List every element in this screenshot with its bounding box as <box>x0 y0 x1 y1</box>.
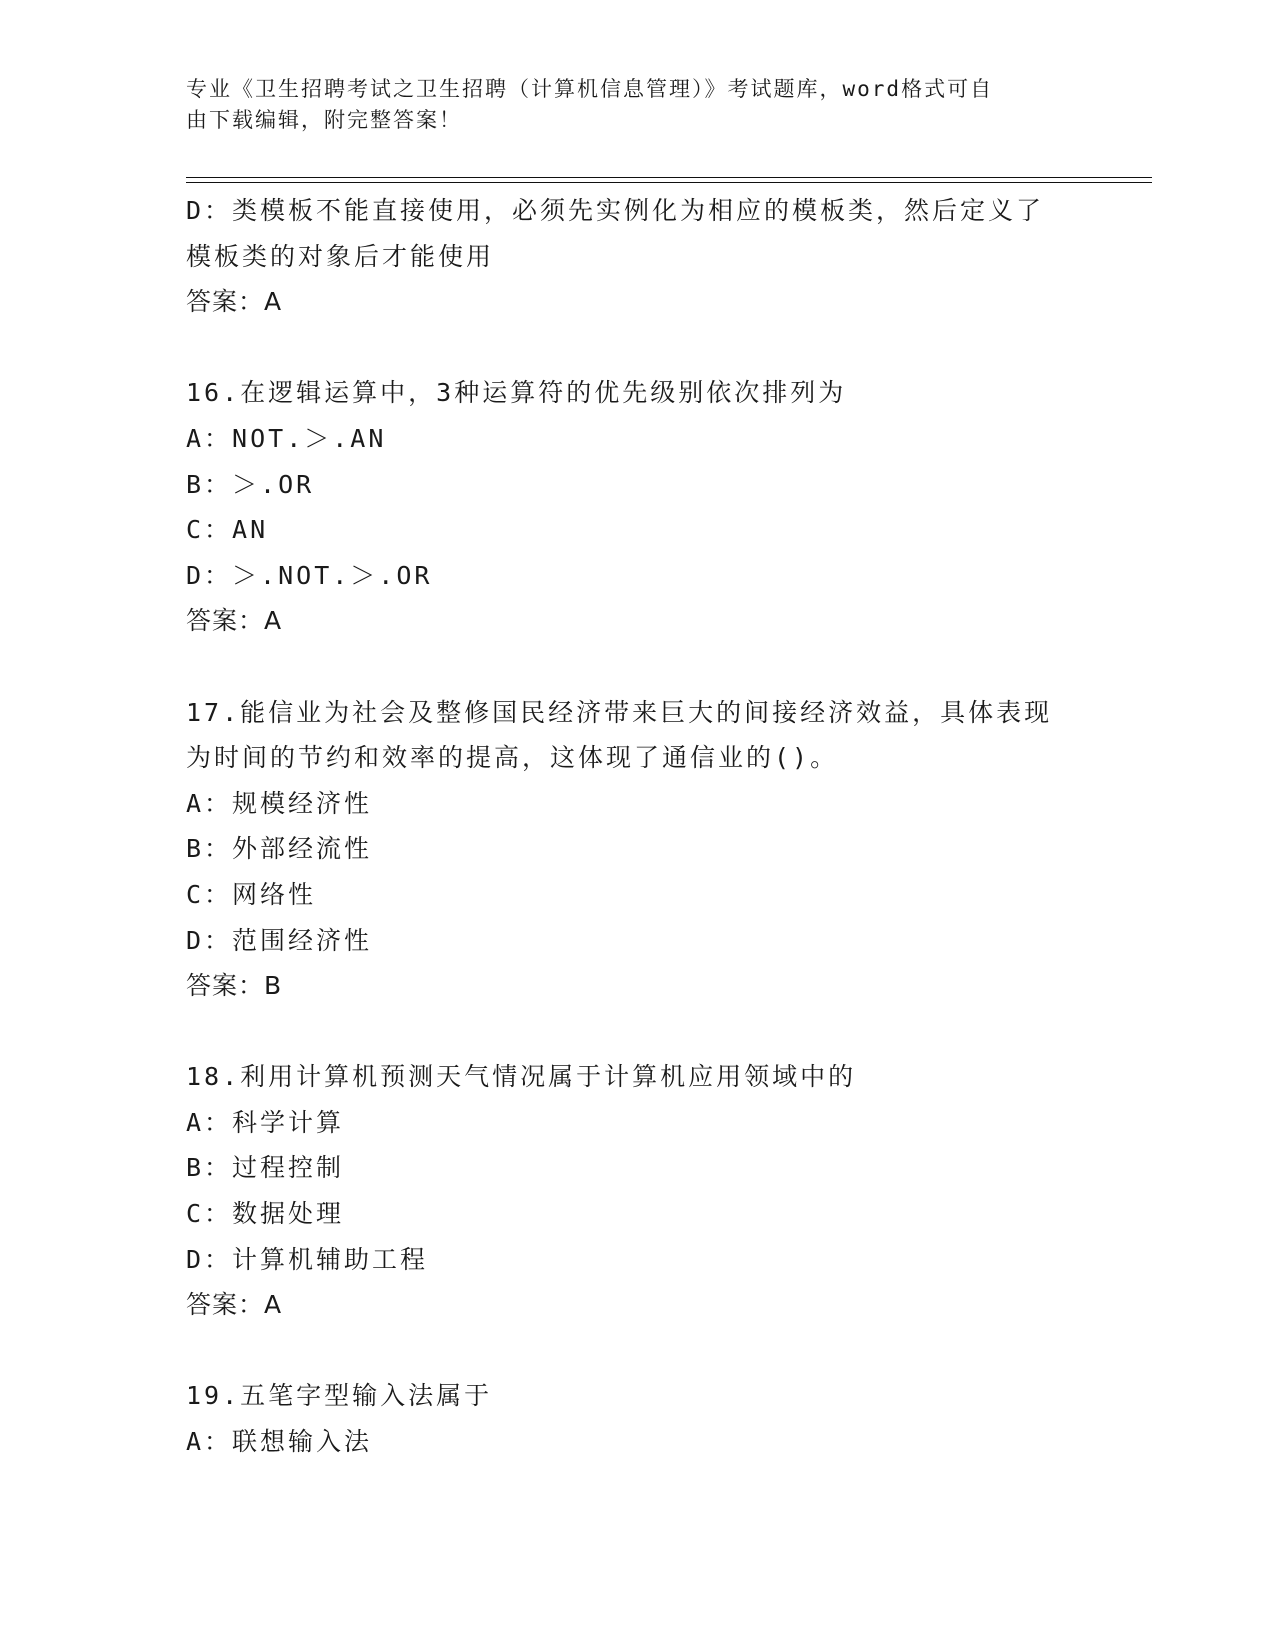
question-16 <box>186 370 1086 644</box>
spacer <box>186 1328 1086 1374</box>
option-a: A：科学计算 <box>186 1107 345 1137</box>
option-a: A：联想输入法 <box>186 1427 373 1457</box>
header-divider-bottom <box>186 182 1152 183</box>
header-line-2: 由下载编辑，附完整答案！ <box>186 108 462 132</box>
option-b: B：外部经流性 <box>186 834 373 864</box>
option-b: B：＞.OR <box>186 469 315 499</box>
option-c: C：AN <box>186 515 269 545</box>
document-header <box>186 74 1066 136</box>
answer: 答案：A <box>186 287 283 317</box>
answer: 答案：A <box>186 606 283 636</box>
question-text: 17.能信业为社会及整修国民经济带来巨大的间接经济效益，具体表现 <box>186 697 1053 727</box>
question-text: 18.利用计算机预测天气情况属于计算机应用领域中的 <box>186 1062 857 1092</box>
header-line-1: 专业《卫生招聘考试之卫生招聘（计算机信息管理）》考试题库，word格式可自 <box>186 77 994 101</box>
answer: 答案：B <box>186 971 283 1001</box>
option-d: D：类模板不能直接使用，必须先实例化为相应的模板类，然后定义了 <box>186 196 1045 225</box>
question-text: 19.五笔字型输入法属于 <box>186 1381 493 1411</box>
option-b: B：过程控制 <box>186 1153 345 1183</box>
header-divider-top <box>186 177 1152 178</box>
spacer <box>186 1009 1086 1055</box>
option-c: C：网络性 <box>186 879 317 909</box>
question-15-continuation <box>186 188 1086 325</box>
document-body <box>186 188 1086 1465</box>
option-d: D：范围经济性 <box>186 925 373 955</box>
option-d: D：计算机辅助工程 <box>186 1244 429 1274</box>
spacer <box>186 325 1086 371</box>
question-19 <box>186 1373 1086 1464</box>
option-d: D：＞.NOT.＞.OR <box>186 560 433 590</box>
option-d-continued: 模板类的对象后才能使用 <box>186 241 495 271</box>
option-c: C：数据处理 <box>186 1199 345 1229</box>
question-18 <box>186 1054 1086 1328</box>
option-a: A：NOT.＞.AN <box>186 423 387 453</box>
question-text-continued: 为时间的节约和效率的提高，这体现了通信业的()。 <box>186 743 839 773</box>
spacer <box>186 644 1086 690</box>
question-text: 16.在逻辑运算中，3种运算符的优先级别依次排列为 <box>186 378 847 408</box>
question-17 <box>186 690 1086 1009</box>
answer: 答案：A <box>186 1290 283 1320</box>
option-a: A：规模经济性 <box>186 788 373 818</box>
